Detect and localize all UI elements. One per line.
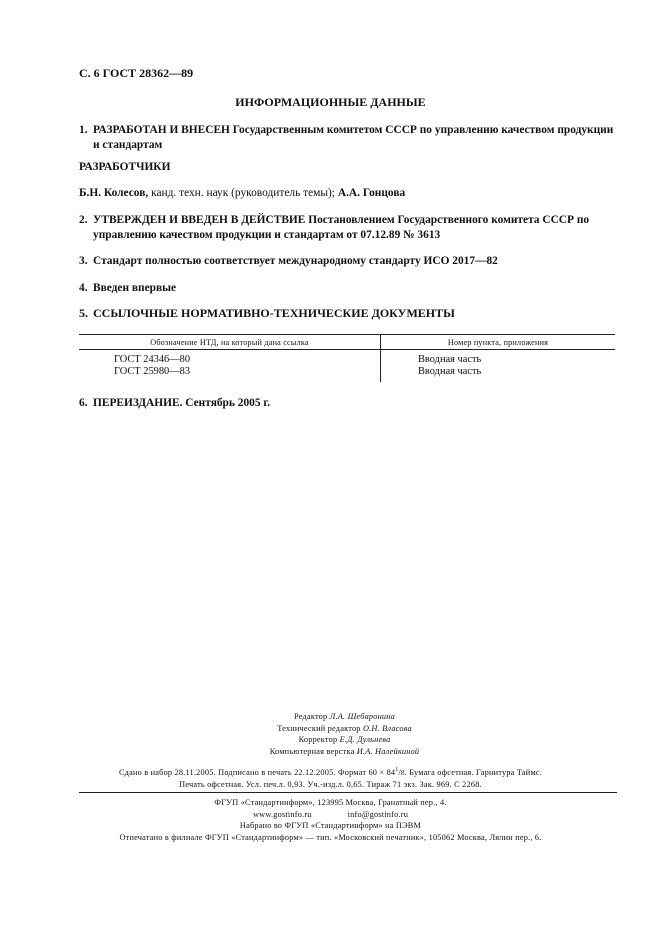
item-5	[79, 306, 619, 321]
developers-line	[79, 187, 405, 199]
item-text: Стандарт полностью соответствует международному стандарту ИСО 2017—82	[93, 255, 498, 267]
item-number: 6.	[79, 397, 88, 409]
item-text	[93, 123, 619, 152]
table-cell: Вводная часть	[418, 366, 482, 377]
table-cell: ГОСТ 24346—80	[79, 350, 381, 367]
credits-block	[0, 711, 661, 757]
item-rest: Постановлением Государственного комитета СССР по управлению качеством продукции и стандартам от 07.12.89 № 3613	[93, 214, 590, 241]
item-lead: РАЗРАБОТАН И ВНЕСЕН	[93, 124, 230, 136]
email-link[interactable]: info@gostinfo.ru	[347, 809, 409, 819]
item-1	[79, 123, 619, 152]
item-number: 4.	[79, 282, 88, 294]
contact-line	[0, 809, 661, 821]
item-number: 1.	[79, 124, 88, 136]
item-6	[79, 396, 619, 411]
print-line-1: Сдано в набор 28.11.2005. Подписано в печать 22.12.2005. Формат $60 \times 84^1/8$. Бумага офсетная. Гарнитура Таймс.	[118, 767, 543, 777]
item-number: 3.	[79, 255, 88, 267]
print-details	[0, 765, 661, 791]
item-4	[79, 281, 619, 296]
editor-line: Редактор Л.А. Шебаронина	[294, 712, 395, 721]
tech-editor-line: Технический редактор О.Н. Власова	[277, 723, 412, 733]
item-number: 2.	[79, 214, 88, 226]
table-row	[79, 350, 615, 367]
website-link[interactable]: www.gostinfo.ru	[252, 809, 312, 819]
divider	[79, 792, 617, 793]
publisher-line: ФГУП «Стандартинформ», 123995 Москва, Гранатный пер., 4.	[214, 798, 447, 807]
item-text: ПЕРЕИЗДАНИЕ. Сентябрь 2005 г.	[93, 397, 271, 409]
ntd-table	[79, 334, 615, 382]
item-text: ССЫЛОЧНЫЕ НОРМАТИВНО-ТЕХНИЧЕСКИЕ ДОКУМЕНТЫ	[93, 306, 455, 320]
layout-line: Компьютерная верстка И.А. Налейкиной	[269, 746, 420, 756]
item-text	[93, 213, 619, 242]
section-title: ИНФОРМАЦИОННЫЕ ДАННЫЕ	[235, 95, 426, 109]
developer-role: канд. техн. наук (руководитель темы);	[151, 187, 335, 199]
developers-title: РАЗРАБОТЧИКИ	[79, 161, 171, 173]
item-3	[79, 254, 619, 269]
page-header: С. 6 ГОСТ 28362—89	[79, 66, 194, 80]
column-header: Обозначение НТД, на который дана ссылка	[79, 335, 381, 350]
column-header: Номер пункта, приложения	[381, 335, 616, 350]
printed-line: Отпечатано в филиале ФГУП «Стандартинформ» — тип. «Московский печатник», 105062 Москва, Лялин пер., 6.	[119, 832, 542, 842]
print-line-2: Печать офсетная. Усл. печ.л. 0,93. Уч.-изд.л. 0,65. Тираж 71 экз. Зак. 969. С 2268.	[179, 780, 482, 790]
publisher-block	[0, 797, 661, 843]
table-cell: Вводная часть	[418, 354, 482, 365]
item-2	[79, 213, 619, 242]
typeset-line: Набрано во ФГУП «Стандартинформ» на ПЭВМ	[239, 821, 422, 831]
item-lead: УТВЕРЖДЕН И ВВЕДЕН В ДЕЙСТВИЕ	[93, 214, 306, 226]
item-rest: Государственным комитетом СССР по управлению качеством продукции и стандартам	[93, 124, 614, 151]
corrector-line: Корректор Е.Д. Дульнева	[298, 735, 391, 745]
developer-name: Б.Н. Колесов,	[79, 187, 149, 199]
table-row	[79, 366, 615, 382]
developer-name: А.А. Гонцова	[337, 187, 406, 199]
table-header-row	[79, 335, 615, 350]
table-cell: ГОСТ 25980—83	[79, 366, 381, 382]
item-text: Введен впервые	[93, 282, 177, 294]
item-number: 5.	[79, 306, 88, 320]
